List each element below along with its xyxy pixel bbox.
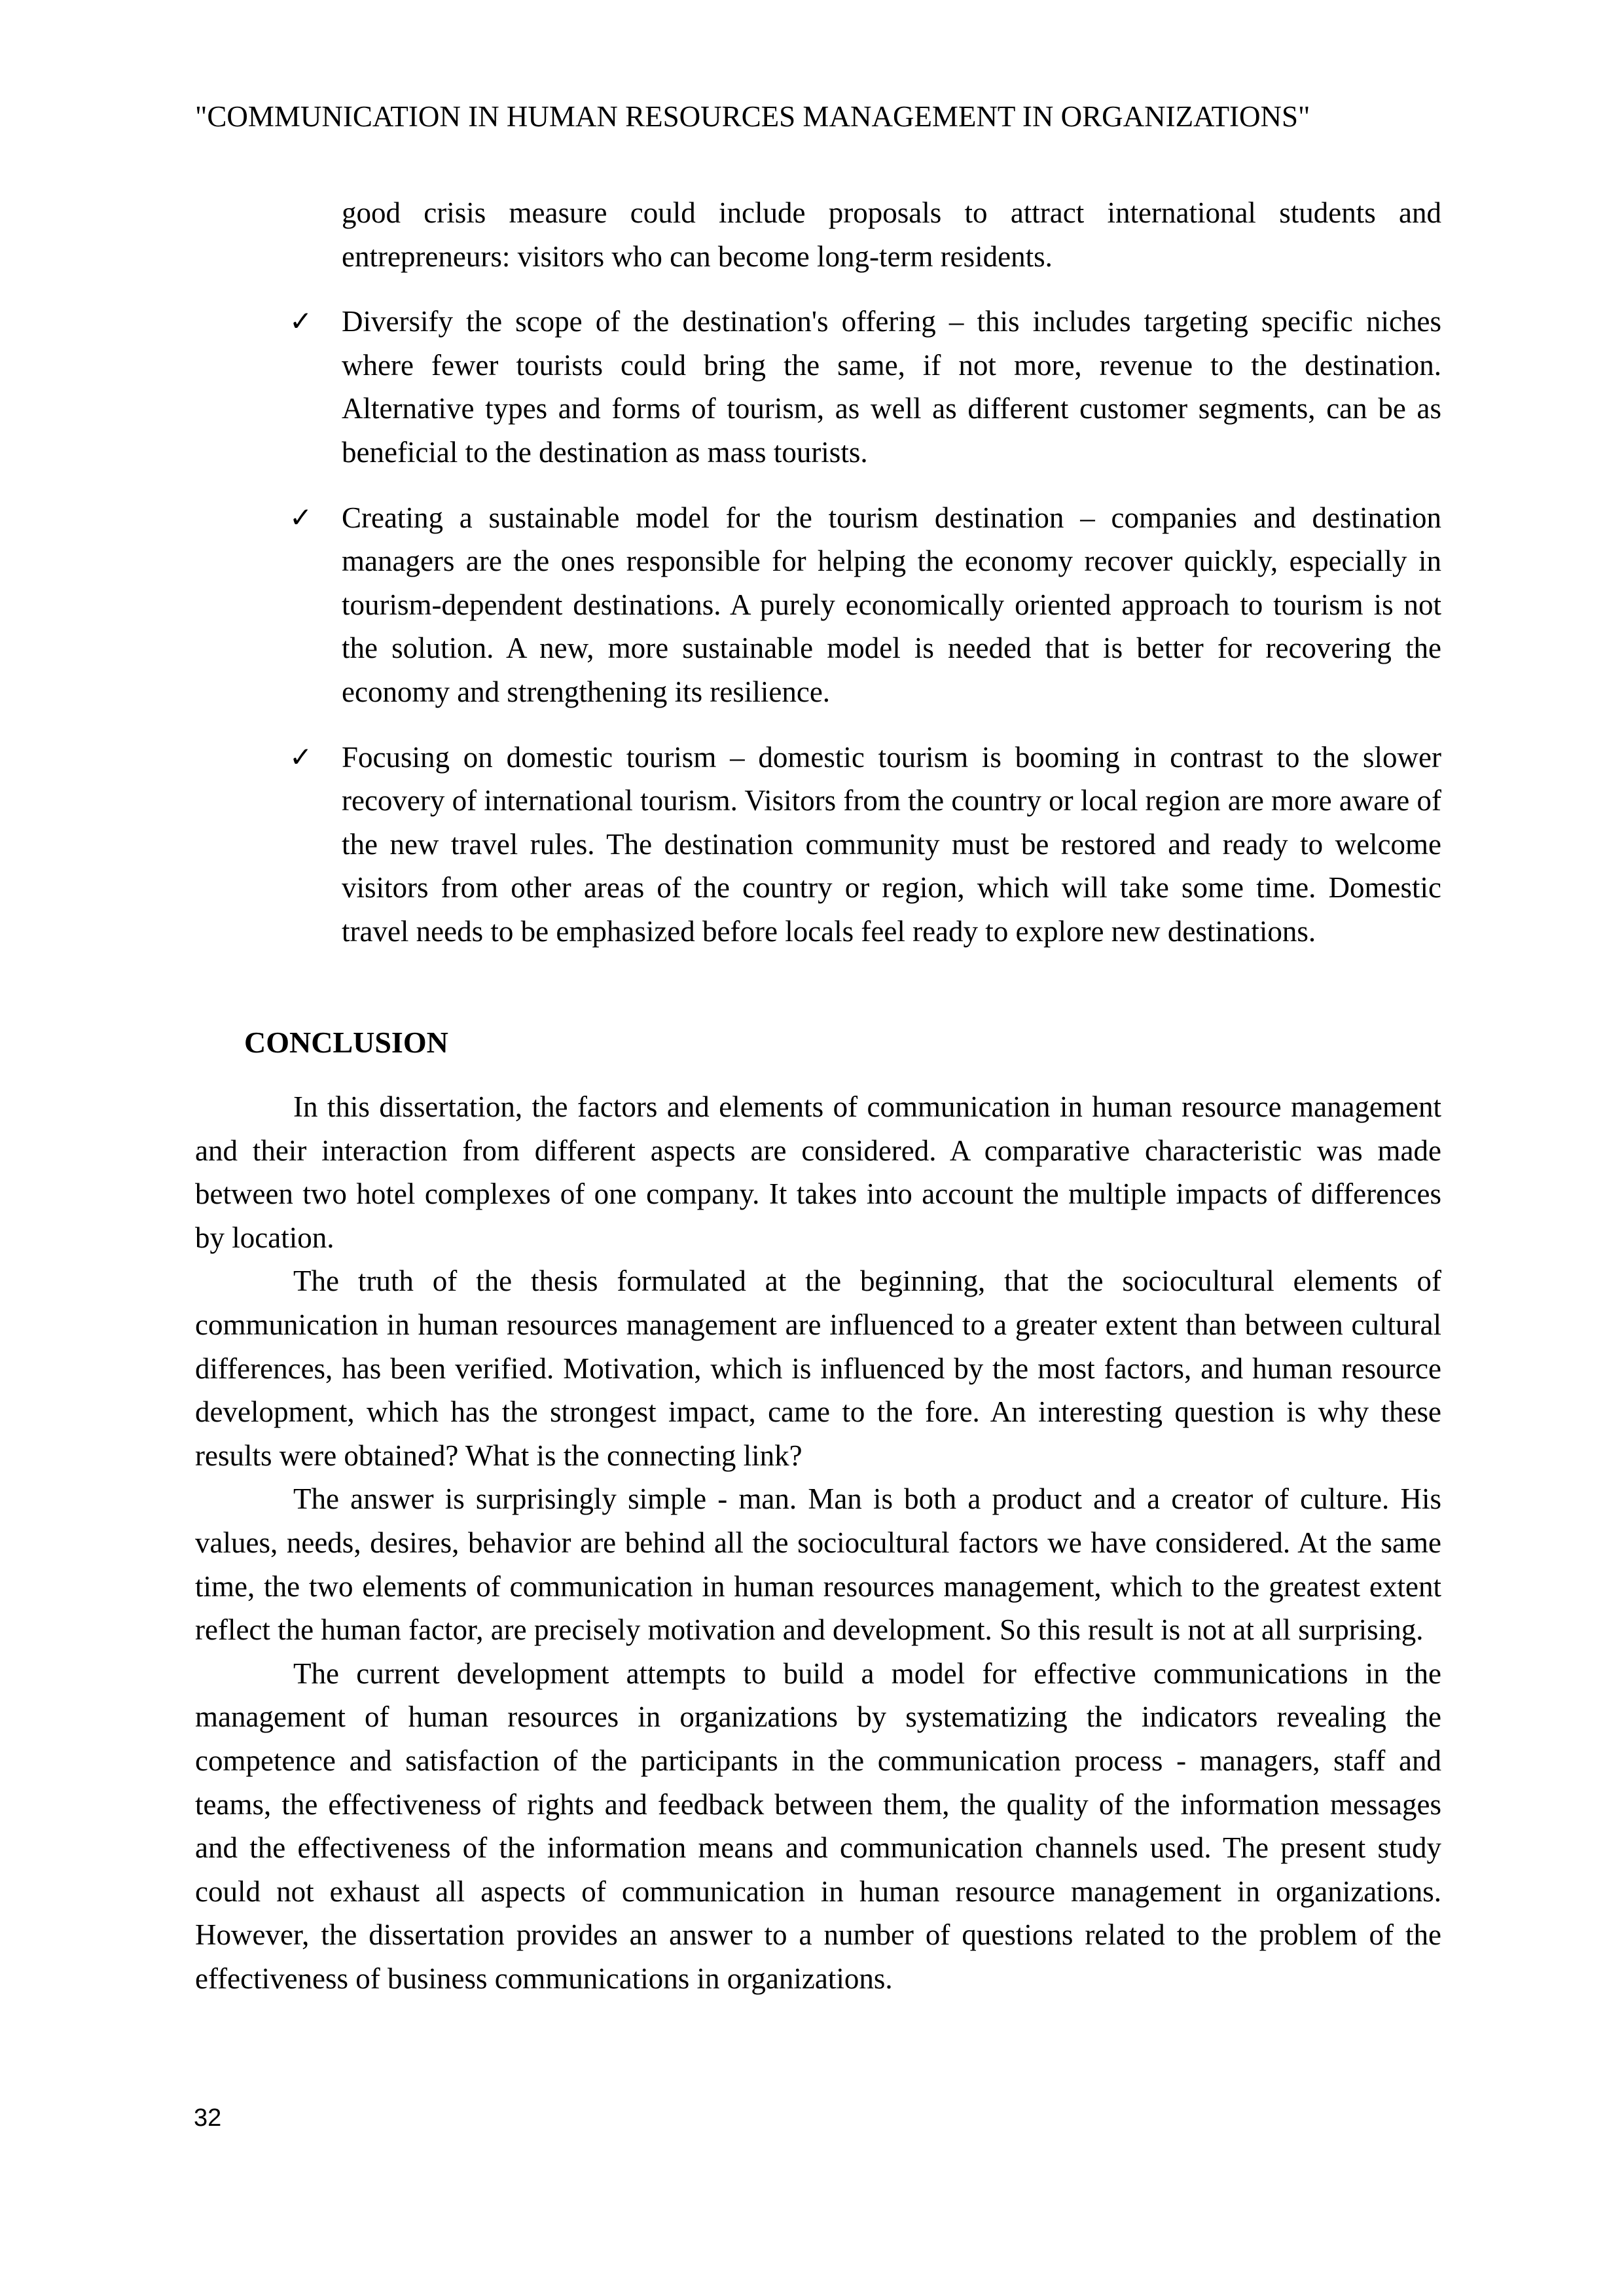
conclusion-body (195, 1085, 1441, 2000)
list-item (289, 496, 1441, 714)
body-paragraph: The truth of the thesis formulated at the beginning, that the sociocultural elements of communication in human resources management are influenced to a greater extent than between cultural differences, has been verified. Motivation, which is influenced by the most factors, and human resource development, which has the strongest impact, came to the fore. An interesting question is why these results were obtained? What is the connecting link? (195, 1265, 1441, 1472)
list-item-text: Diversify the scope of the destination's offering – this includes targeting specific niches where fewer tourists could bring the same, if not more, revenue to the destination. Alternative types and forms of tourism, as well as different customer segments, can be as beneficial to the destination as mass tourists. (342, 305, 1441, 469)
list-item (289, 736, 1441, 954)
page-number: 32 (194, 2104, 222, 2132)
checkmark-icon: ✓ (289, 305, 313, 338)
body-paragraph: The current development attempts to build a model for effective communications in the management of human resources in organizations by systematizing the indicators revealing the competence and satisfaction of the participants in the communication process - managers, staff and teams, the effectiveness of rights and feedback between them, the quality of the information messages and the effectiveness of the information means and communication channels used. The present study could not exhaust all aspects of communication in human resource management in organizations. However, the dissertation provides an answer to a number of questions related to the problem of the effectiveness of business communications in organizations. (195, 1657, 1441, 1995)
body-paragraph: The answer is surprisingly simple - man. Man is both a product and a creator of culture. His values, needs, desires, behavior are behind all the sociocultural factors we have considered. At the same time, the two elements of communication in human resources management, which to the greatest extent reflect the human factor, are precisely motivation and development. So this result is not at all surprising. (195, 1482, 1441, 1647)
recommendation-list (289, 191, 1441, 975)
section-heading: CONCLUSION (244, 1026, 448, 1059)
list-item-text: Focusing on domestic tourism – domestic tourism is booming in contrast to the slower recovery of international tourism. Visitors from the country or local region are more aware of the new travel rules. The destination community must be restored and ready to welcome visitors from other areas of the country or region, which will take some time. Domestic travel needs to be emphasized before locals feel ready to explore new destinations. (342, 740, 1441, 948)
list-item-text: Creating a sustainable model for the tourism destination – companies and destination managers are the ones responsible for helping the economy recover quickly, especially in tourism-dependent destinations. A purely economically oriented approach to tourism is not the solution. A new, more sustainable model is needed that is better for recovering the economy and strengthening its resilience. (342, 501, 1441, 708)
body-paragraph: In this dissertation, the factors and elements of communication in human resource management and their interaction from different aspects are considered. A comparative characteristic was made between two hotel complexes of one company. It takes into account the multiple impacts of differences by location. (195, 1090, 1441, 1254)
checkmark-icon: ✓ (289, 501, 313, 533)
list-item (289, 300, 1441, 474)
checkmark-icon: ✓ (289, 740, 313, 773)
running-header: "COMMUNICATION IN HUMAN RESOURCES MANAGEMENT IN ORGANIZATIONS" (195, 100, 1310, 133)
list-item-continuation: good crisis measure could include proposals to attract international students and entrepreneurs: visitors who can become long-term residents. (342, 196, 1441, 273)
